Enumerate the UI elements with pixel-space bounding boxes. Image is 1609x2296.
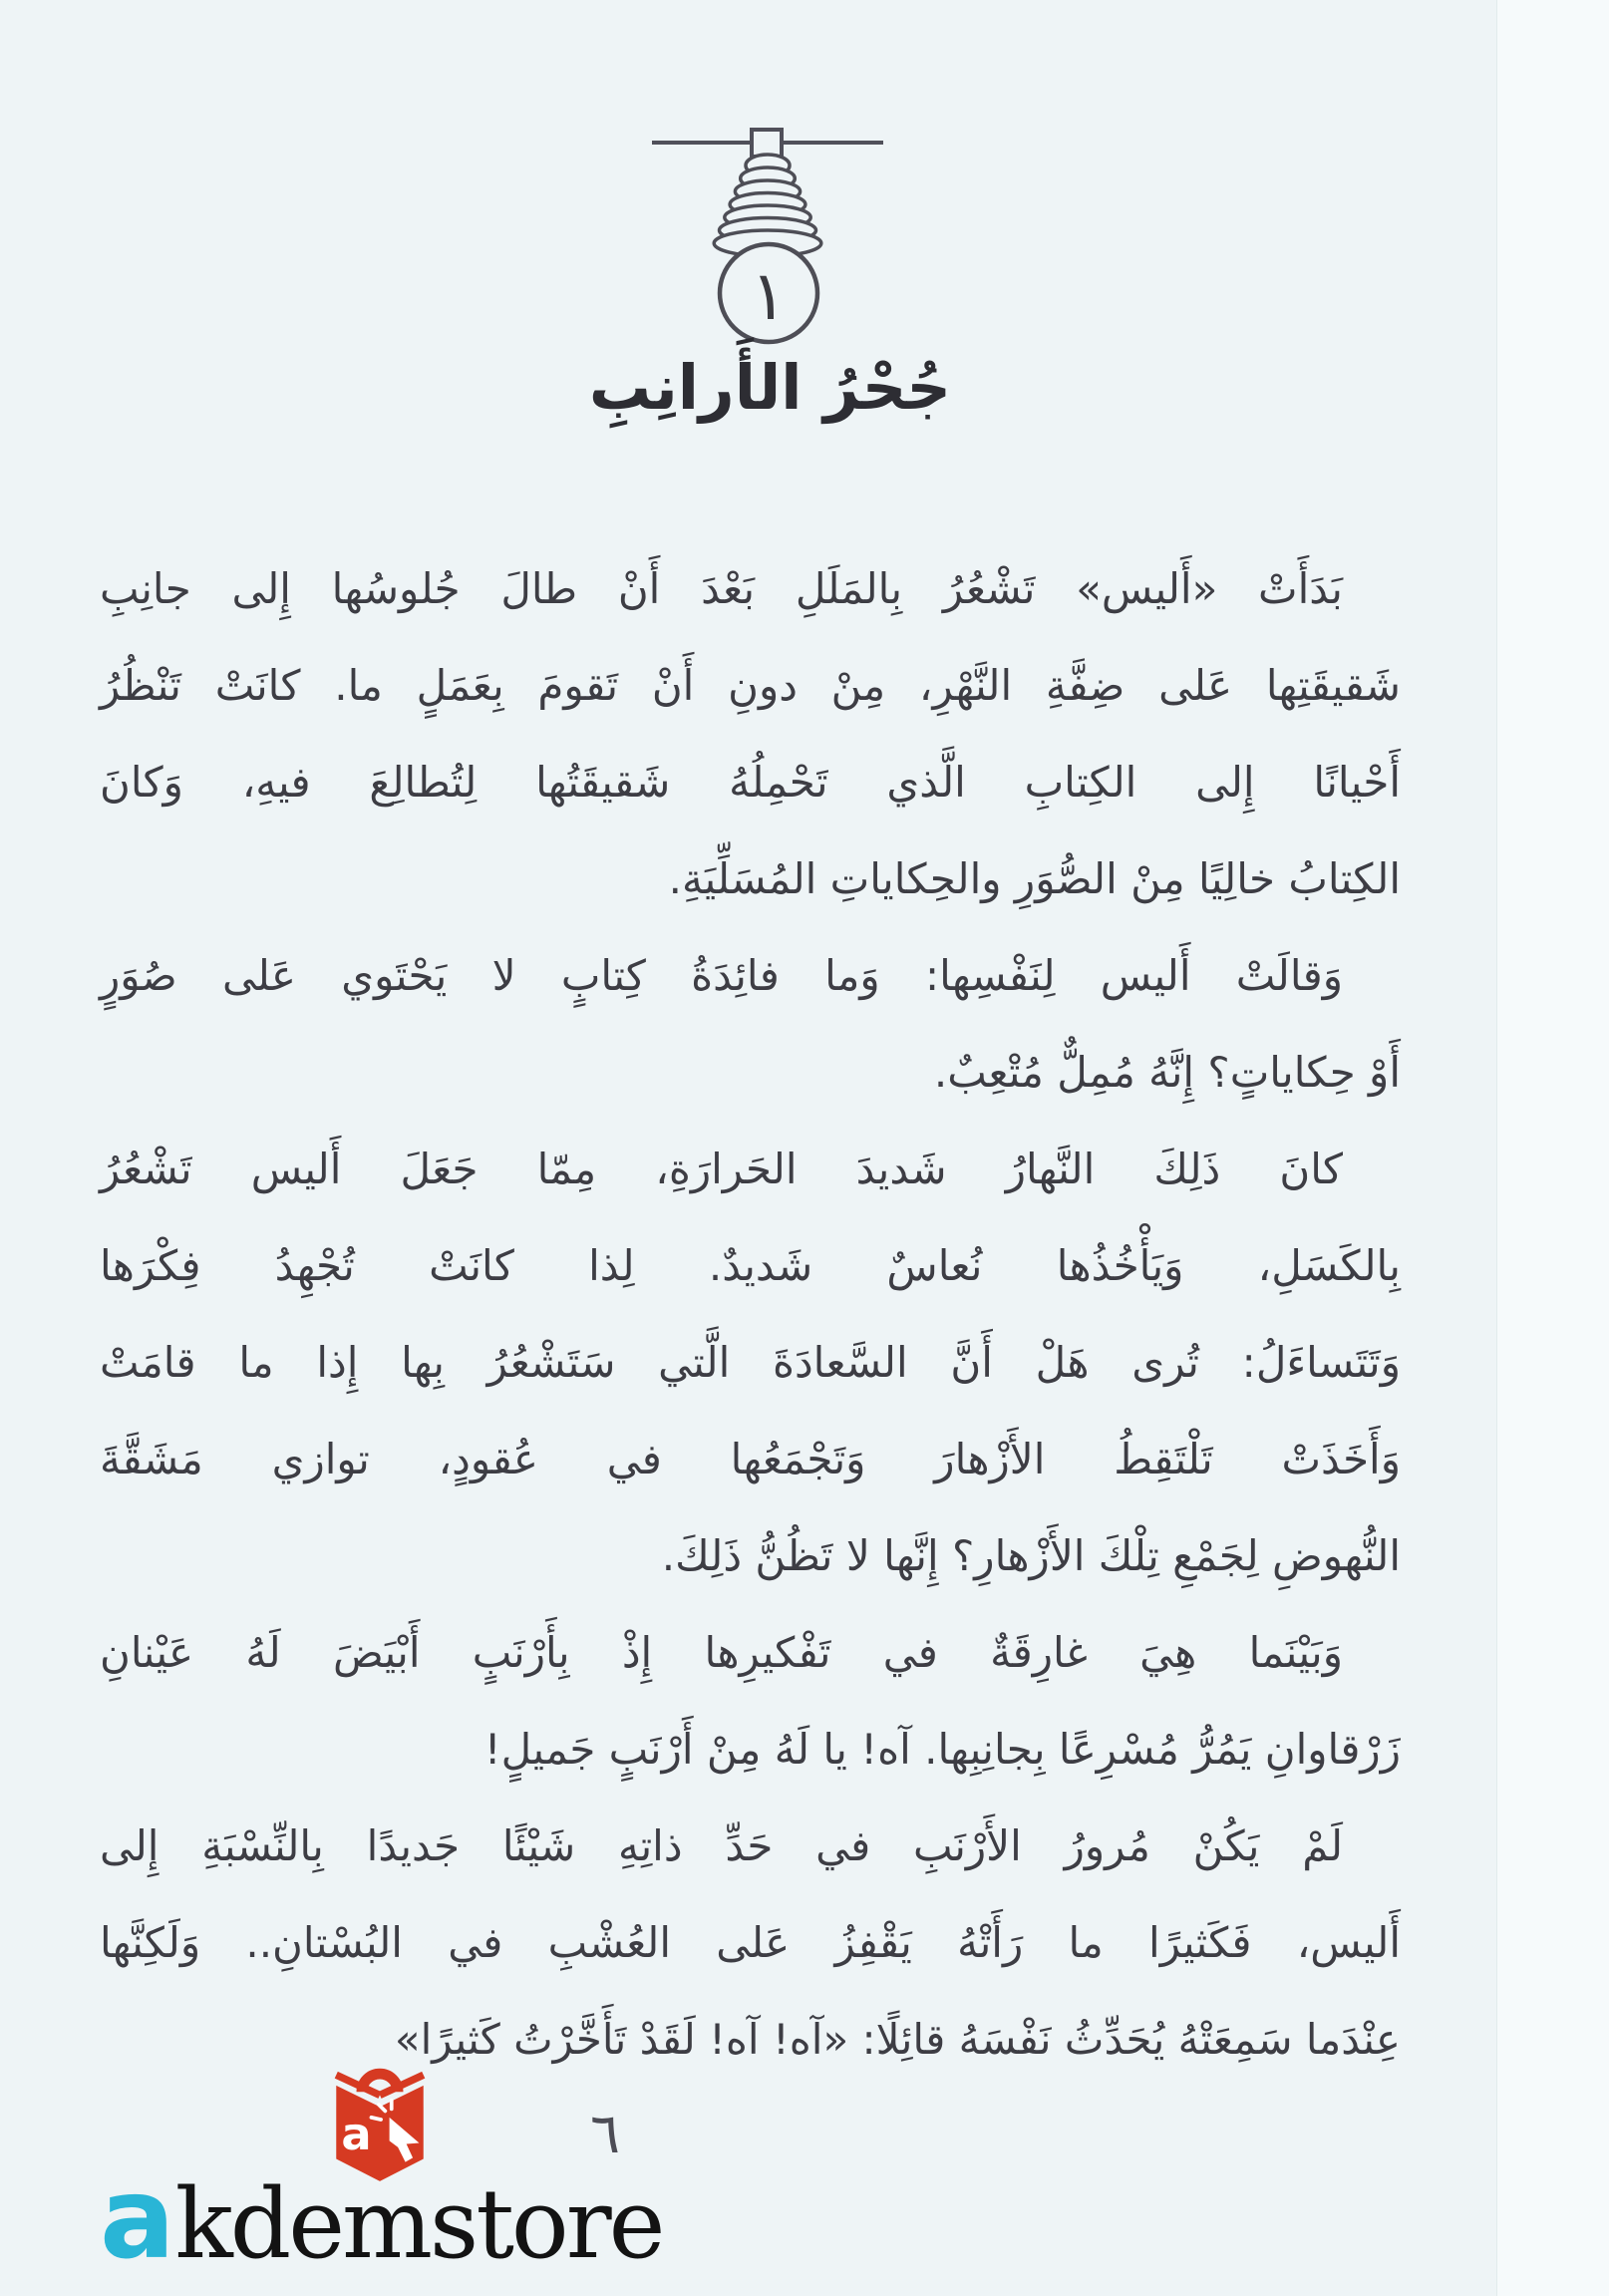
body-line: بِالكَسَلِ، وَيَأْخُذُها نُعاسٌ شَديدٌ. لِذا كانَتْ تُجْهِدُ فِكْرَها [100,1241,1401,1290]
body-line: أَحْيانًا إِلى الكِتابِ الَّذي تَحْمِلُهُ شَقيقَتُها لِتُطالِعَ فيهِ، وَكانَ [100,758,1401,807]
body-line: بَدَأَتْ «أَليس» تَشْعُرُ بِالمَلَلِ بَعْدَ أَنْ طالَ جُلوسُها إِلى جانِبِ [100,564,1343,613]
brand-rest: kdemstore [174,2168,663,2280]
body-line: لَمْ يَكُنْ مُرورُ الأَرْنَبِ في حَدِّ ذاتِهِ شَيْئًا جَديدًا بِالنِّسْبَةِ إِلى [100,1821,1343,1870]
body-line: كانَ ذَلِكَ النَّهارُ شَديدَ الحَرارَةِ، مِمّا جَعَلَ أَليس تَشْعُرُ [100,1145,1343,1193]
body-line: أَليس، فَكَثيرًا ما رَأَتْهُ يَقْفِزُ عَلى العُشْبِ في البُسْتانِ.. وَلَكِنَّها [100,1918,1401,1967]
paragraph [100,1121,1401,1604]
body-line: عِنْدَما سَمِعَتْهُ يُحَدِّثُ نَفْسَهُ قائِلًا: «آه! آه! لَقَدْ تَأَخَّرْتُ كَثيرًا» [394,2015,1401,2064]
chapter-ornament [648,122,887,353]
body-line: وَأَخَذَتْ تَلْتَقِطُ الأَزْهارَ وَتَجْمَعُها في عُقودٍ، توازي مَشَقَّةَ [100,1435,1401,1483]
paragraph [100,540,1401,927]
body-line: وَتَتَساءَلُ: تُرى هَلْ أَنَّ السَّعادَةَ الَّتي سَتَشْعُرُ بِها إِذا ما قامَتْ [100,1338,1401,1387]
body-line: الكِتابُ خالِيًا مِنْ الصُّوَرِ والحِكاياتِ المُسَلِّيَةِ. [668,854,1401,903]
paragraph [100,1604,1401,1798]
story-text [100,540,1401,2088]
scan-edge-strip [1496,0,1609,2296]
body-line: أَوْ حِكاياتٍ؟ إِنَّهُ مُمِلٌّ مُتْعِبٌ. [933,1048,1401,1097]
body-line: زَرْقاوانِ يَمُرُّ مُسْرِعًا بِجانِبِها. آه! يا لَهُ مِنْ أَرْنَبٍ جَميلٍ! [483,1725,1401,1774]
brand-name [100,2154,663,2284]
chapter-title: جُحْرُ الأَرانِبِ [588,351,952,424]
spiral-cone-icon [648,122,887,353]
body-line: النُّهوضِ لِجَمْعِ تِلْكَ الأَزْهارِ؟ إِنَّها لا تَظُنُّ ذَلِكَ. [661,1531,1401,1580]
page-number: ٦ [590,2102,621,2166]
body-line: وَقالَتْ أَليس لِنَفْسِها: وَما فائِدَةُ كِتابٍ لا يَحْتَوي عَلى صُوَرٍ [100,951,1343,1000]
chapter-number: ١ [750,257,788,336]
body-line: شَقيقَتِها عَلى ضِفَّةِ النَّهْرِ، مِنْ دونِ أَنْ تَقومَ بِعَمَلٍ ما. كانَتْ تَنْظُرُ [100,661,1401,710]
body-line: وَبَيْنَما هِيَ غارِقَةٌ في تَفْكيرِها إِذْ بِأَرْنَبٍ أَبْيَضَ لَهُ عَيْنانِ [100,1628,1343,1677]
paragraph [100,1798,1401,2088]
icon-letter: a [341,2107,372,2160]
brand-letter-a: a [100,2154,175,2284]
paragraph [100,927,1401,1121]
